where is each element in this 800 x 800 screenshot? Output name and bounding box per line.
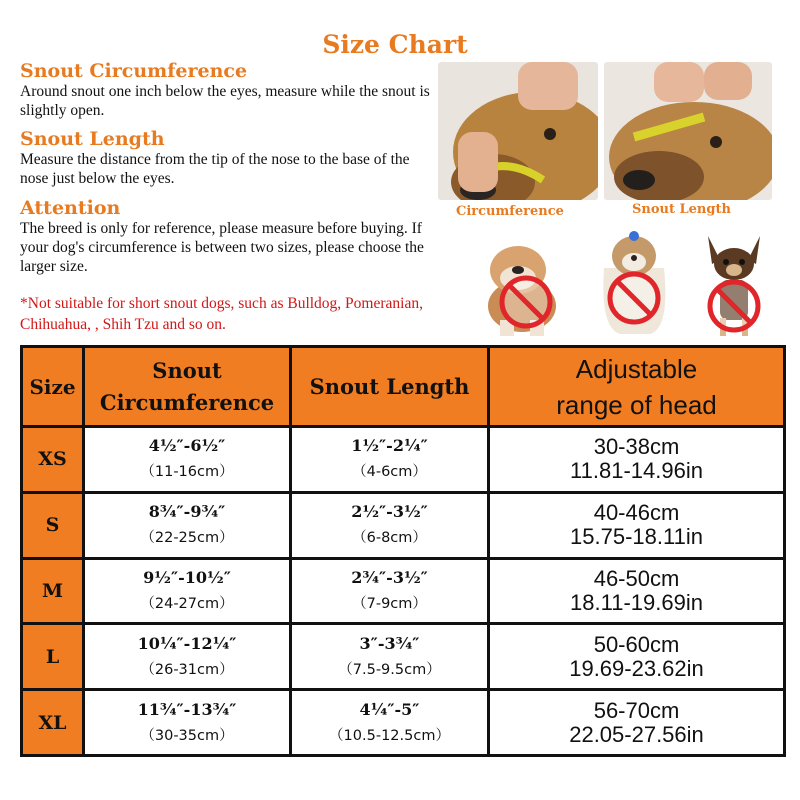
adjustable-cell [489,427,785,493]
adjustable-cell [489,690,785,756]
header-snout-length: Snout Length [291,347,489,427]
adjustable-cm: 30-38cm [593,434,680,460]
size-cell: XL [22,690,84,756]
size-chart-table [20,345,786,757]
length-cm: （10.5-12.5cm） [329,727,450,744]
section-heading: Snout Circumference [20,60,248,82]
length-cm: （6-8cm） [352,530,427,547]
circumference-cell [84,427,291,493]
circumference-cm: （11-16cm） [140,464,234,481]
header-snout-circumference [84,347,291,427]
adjustable-in: 15.75-18.11in [570,524,703,550]
header-size: Size [22,347,84,427]
section-text: The breed is only for reference, please measure before buying. If your dog's circumference is between two sizes, please choose the larger size. [20,220,424,275]
length-inches: 3″-3¾″ [359,633,420,653]
shih-tzu-prohibited-icon [590,228,678,336]
header-circ-line2: Circumference [99,389,275,415]
size-cell: S [22,492,84,558]
header-adjustable-range [489,347,785,427]
adjustable-cm: 40-46cm [593,500,680,526]
circumference-cell [84,558,291,624]
page-title: Size Chart [322,30,468,59]
snout-length-section [20,128,440,188]
length-inches: 2¾″-3½″ [351,567,428,587]
adjustable-in: 19.69-23.62in [569,655,704,681]
length-cell [291,558,489,624]
length-cm: （7.5-9.5cm） [338,661,441,678]
circumference-inches: 9½″-10½″ [143,567,231,587]
chihuahua-prohibited-icon [690,230,778,338]
circumference-cell [84,690,291,756]
warning-text: *Not suitable for short snout dogs, such as Bulldog, Pomeranian, Chihuahua, , Shih Tzu and so on. [20,295,423,333]
length-inches: 4¼″-5″ [359,699,420,719]
length-inches: 2½″-3½″ [351,502,428,522]
adjustable-in: 11.81-14.96in [570,458,703,484]
circumference-inches: 10¼″-12¼″ [137,633,237,653]
adjustable-cell [489,492,785,558]
circumference-inches: 4½″-6½″ [148,436,226,456]
length-cell [291,624,489,690]
table-row [22,492,785,558]
circumference-cm: （22-25cm） [140,530,234,547]
size-cell: XS [22,427,84,493]
snout-length-photo-label: Snout Length [632,202,731,217]
table-row [22,558,785,624]
adjustable-cell [489,624,785,690]
section-heading: Snout Length [20,128,165,150]
attention-section [20,197,440,276]
length-cell [291,427,489,493]
dog-snout-length-photo [604,62,772,200]
section-text: Measure the distance from the tip of the nose to the base of the nose just below the eyes. [20,151,410,187]
circumference-cm: （24-27cm） [140,595,234,612]
circumference-inches: 11¾″-13¾″ [137,699,237,719]
table-header-row [22,347,785,427]
table-row [22,690,785,756]
dog-muzzle-circumference-photo [438,62,598,200]
adjustable-in: 22.05-27.56in [569,721,704,747]
table-row [22,427,785,493]
circumference-cell [84,492,291,558]
circumference-cm: （26-31cm） [140,661,234,678]
table-row [22,624,785,690]
header-adj-line1: Adjustable [575,353,698,384]
adjustable-cm: 46-50cm [593,565,680,591]
section-text: Around snout one inch below the eyes, measure while the snout is slightly open. [20,83,430,119]
header-adj-line2: range of head [556,389,717,420]
snout-circumference-section [20,60,440,120]
adjustable-cm: 50-60cm [593,631,680,657]
length-cell [291,492,489,558]
bulldog-prohibited-icon [478,230,566,338]
length-cell [291,690,489,756]
length-cm: （7-9cm） [352,595,427,612]
header-circ-line1: Snout [152,357,222,383]
circumference-cell [84,624,291,690]
size-cell: L [22,624,84,690]
section-heading: Attention [20,197,121,219]
length-cm: （4-6cm） [352,464,427,481]
circumference-cm: （30-35cm） [140,727,234,744]
circumference-inches: 8¾″-9¾″ [148,502,226,522]
length-inches: 1½″-2¼″ [351,436,428,456]
circumference-photo-label: Circumference [456,204,564,219]
adjustable-cm: 56-70cm [593,697,680,723]
size-cell: M [22,558,84,624]
adjustable-cell [489,558,785,624]
adjustable-in: 18.11-19.69in [570,589,703,615]
